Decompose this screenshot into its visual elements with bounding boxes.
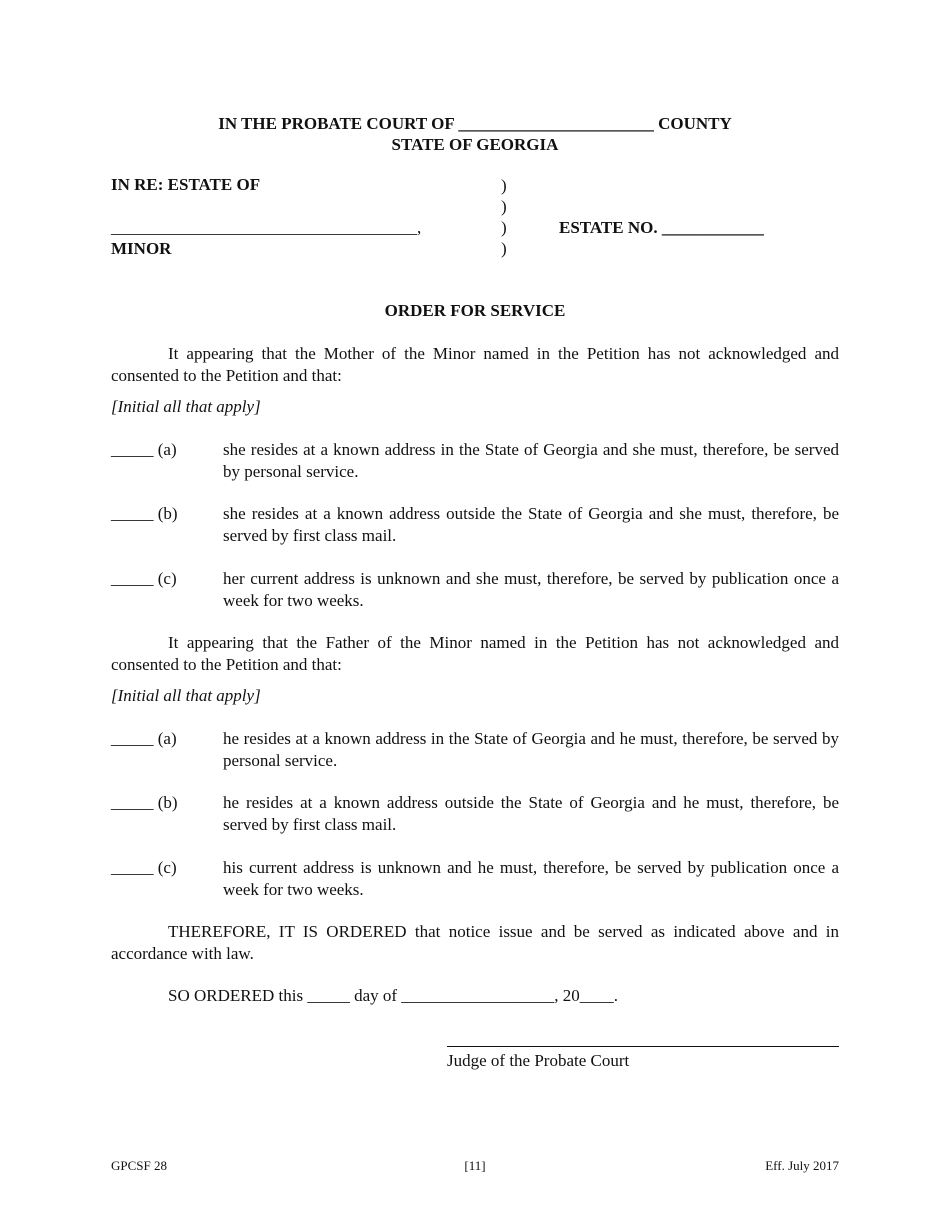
signature-line — [447, 1046, 839, 1047]
caption-paren: ) — [501, 218, 507, 237]
mother-item-a-text: she resides at a known address in the State of Georgia and she must, therefore, be served by personal service. — [223, 440, 839, 481]
mother-item-b-text: she resides at a known address outside the State of Georgia and she must, therefore, be served by first class mail. — [223, 504, 839, 545]
estate-name-blank: ____________________________________, — [111, 218, 422, 237]
judge-signature-label: Judge of the Probate Court — [447, 1051, 630, 1070]
page-number: [11] — [464, 1158, 486, 1173]
in-re-label: IN RE: ESTATE OF — [111, 175, 261, 194]
document-title: ORDER FOR SERVICE — [384, 301, 566, 320]
therefore-paragraph: THEREFORE, IT IS ORDERED that notice issue and be served as indicated above and in accordance with law. — [111, 922, 839, 963]
father-item-b-marker: _____ (b) — [111, 793, 178, 812]
estate-number-field: ESTATE NO. ____________ — [559, 218, 764, 237]
mother-item-c-text: her current address is unknown and she must, therefore, be served by publication once a week for two weeks. — [223, 569, 839, 610]
caption-paren: ) — [501, 197, 507, 216]
mother-item-c-marker: _____ (c) — [111, 569, 177, 588]
so-ordered-line: SO ORDERED this _____ day of __________________, 20____. — [168, 986, 619, 1005]
minor-label: MINOR — [111, 239, 172, 258]
father-item-a-marker: _____ (a) — [111, 729, 177, 748]
court-heading: IN THE PROBATE COURT OF _______________________ COUNTY — [218, 114, 732, 133]
mother-item-b-marker: _____ (b) — [111, 504, 178, 523]
father-item-c-marker: _____ (c) — [111, 858, 177, 877]
father-item-b-text: he resides at a known address outside the State of Georgia and he must, therefore, be served by first class mail. — [223, 793, 839, 834]
father-item-a-text: he resides at a known address in the State of Georgia and he must, therefore, be served by personal service. — [223, 729, 839, 770]
mother-item-a-marker: _____ (a) — [111, 440, 177, 459]
father-item-c-text: his current address is unknown and he must, therefore, be served by publication once a week for two weeks. — [223, 858, 839, 899]
effective-date: Eff. July 2017 — [765, 1158, 839, 1173]
mother-intro-paragraph: It appearing that the Mother of the Minor named in the Petition has not acknowledged and consented to the Petition and that: — [111, 344, 839, 385]
mother-instruction: [Initial all that apply] — [111, 397, 261, 416]
state-heading: STATE OF GEORGIA — [391, 135, 559, 154]
father-intro-paragraph: It appearing that the Father of the Minor named in the Petition has not acknowledged and consented to the Petition and that: — [111, 633, 839, 674]
caption-paren: ) — [501, 239, 507, 258]
father-instruction: [Initial all that apply] — [111, 686, 261, 705]
caption-paren: ) — [501, 176, 507, 195]
form-id: GPCSF 28 — [111, 1158, 167, 1173]
